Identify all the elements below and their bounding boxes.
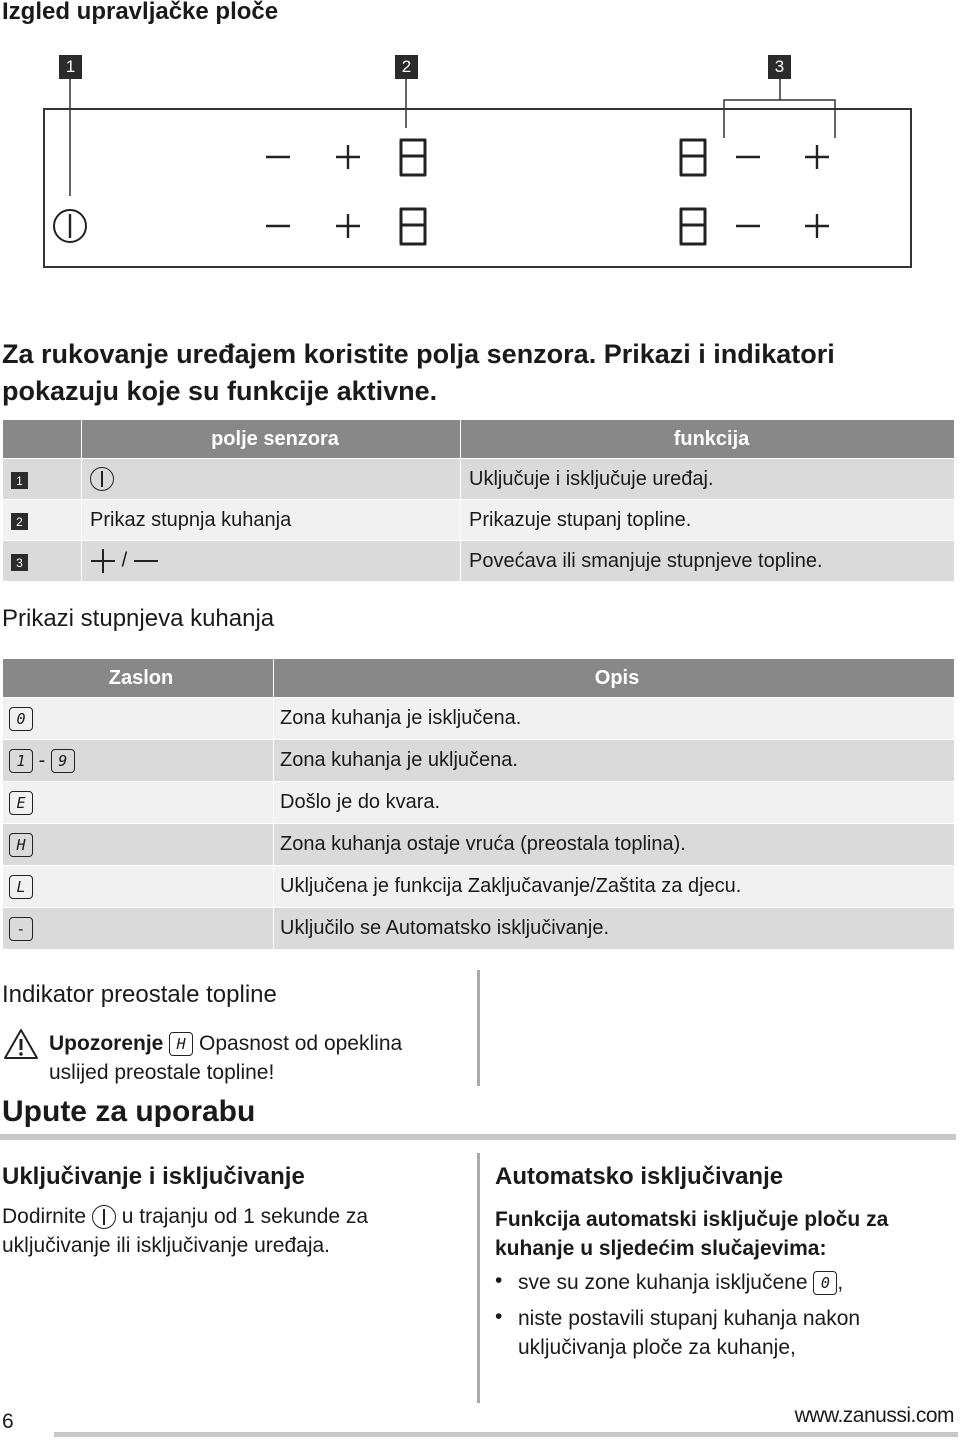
callout-2: 2	[395, 55, 418, 79]
bullet-1-end: ,	[837, 1271, 844, 1294]
warning-label: Upozorenje	[49, 1032, 164, 1055]
header-description: Opis	[274, 659, 955, 698]
row-number: 1	[11, 472, 28, 489]
warning-text	[49, 1029, 469, 1087]
onoff-title: Uključivanje i isključivanje	[2, 1163, 305, 1190]
display-symbol: 9	[51, 749, 75, 773]
row-description: Došlo je do kvara.	[274, 782, 955, 824]
page-title: Izgled upravljačke ploče	[2, 0, 279, 25]
display-symbol: 0	[813, 1271, 837, 1295]
table-row	[3, 824, 955, 866]
bullet-2-text: niste postavili stupanj kuhanja nakon uključivanja ploče za kuhanje,	[518, 1307, 861, 1359]
auto-off-bullet-2: • niste postavili stupanj kuhanja nakon uključivanja ploče za kuhanje,	[495, 1304, 945, 1362]
table-row	[3, 698, 955, 740]
website-link[interactable]: www.zanussi.com	[794, 1404, 954, 1427]
display-symbol: L	[9, 875, 33, 899]
display-section-title: Prikazi stupnjeva kuhanja	[2, 605, 275, 632]
header-display: Zaslon	[3, 659, 274, 698]
sensor-table	[2, 419, 955, 582]
display-symbol: 1	[9, 749, 33, 773]
onoff-text-c: uključivanje ili isključivanje uređaja.	[2, 1234, 330, 1257]
table-row	[3, 740, 955, 782]
display-symbol: 0	[9, 707, 33, 731]
display-symbol: H	[9, 833, 33, 857]
header-sensor-field: polje senzora	[82, 420, 461, 459]
row-description: Zona kuhanja ostaje vruća (preostala toplina).	[274, 824, 955, 866]
callout-3: 3	[768, 55, 791, 79]
power-icon	[90, 467, 114, 491]
warning-icon	[3, 1028, 39, 1060]
auto-off-intro: Funkcija automatski isključuje ploču za kuhanje u sljedećim slučajevima:	[495, 1208, 889, 1260]
row-function: Povećava ili smanjuje stupnjeve topline.	[461, 541, 955, 582]
warning-text-2: uslijed preostale topline!	[49, 1061, 275, 1084]
row-description: Uključilo se Automatsko isključivanje.	[274, 908, 955, 950]
header-function: funkcija	[461, 420, 955, 459]
separator-slash: /	[121, 549, 128, 572]
callout-1: 1	[59, 55, 82, 79]
control-panel-diagram	[0, 0, 960, 300]
plus-icon	[90, 548, 116, 574]
onoff-text	[2, 1202, 462, 1260]
display-table	[2, 658, 955, 950]
table-row	[3, 782, 955, 824]
auto-off-title: Automatsko isključivanje	[495, 1163, 784, 1190]
onoff-text-b: u trajanju od 1 sekunde za	[121, 1205, 369, 1228]
intro-text: Za rukovanje uređajem koristite polja senzora. Prikazi i indikatori pokazuju koje su funkcije aktivne.	[2, 339, 835, 406]
row-field: Prikaz stupnja kuhanja	[82, 500, 461, 541]
bullet-1-text: sve su zone kuhanja isključene	[518, 1271, 808, 1294]
row-function: Prikazuje stupanj topline.	[461, 500, 955, 541]
display-symbol: E	[9, 791, 33, 815]
row-function: Uključuje i isključuje uređaj.	[461, 459, 955, 500]
section-rule	[0, 1134, 956, 1140]
table-row	[3, 866, 955, 908]
row-number: 3	[11, 554, 28, 571]
display-symbol: -	[9, 917, 33, 941]
row-description: Zona kuhanja je isključena.	[274, 698, 955, 740]
row-description: Zona kuhanja je uključena.	[274, 740, 955, 782]
table-row	[3, 908, 955, 950]
onoff-text-a: Dodirnite	[2, 1205, 87, 1228]
auto-off-bullet-1: • sve su zone kuhanja isključene 0 ,	[495, 1269, 844, 1294]
minus-icon	[133, 548, 159, 574]
footer-rule	[54, 1432, 958, 1437]
row-number: 2	[11, 513, 28, 530]
column-divider	[477, 1153, 480, 1403]
range-separator: -	[38, 748, 46, 771]
table-row	[3, 459, 955, 500]
column-divider	[477, 970, 480, 1086]
table-row	[3, 500, 955, 541]
warning-text-1: Opasnost od opeklina	[199, 1032, 403, 1055]
table-row	[3, 541, 955, 582]
residual-heat-title: Indikator preostale topline	[2, 981, 277, 1008]
page-number: 6	[2, 1410, 14, 1433]
power-icon	[92, 1205, 116, 1229]
residual-heat-symbol: H	[169, 1032, 193, 1056]
power-icon	[54, 210, 86, 242]
row-description: Uključena je funkcija Zaključavanje/Zaštita za djecu.	[274, 866, 955, 908]
usage-title: Upute za uporabu	[2, 1095, 256, 1128]
